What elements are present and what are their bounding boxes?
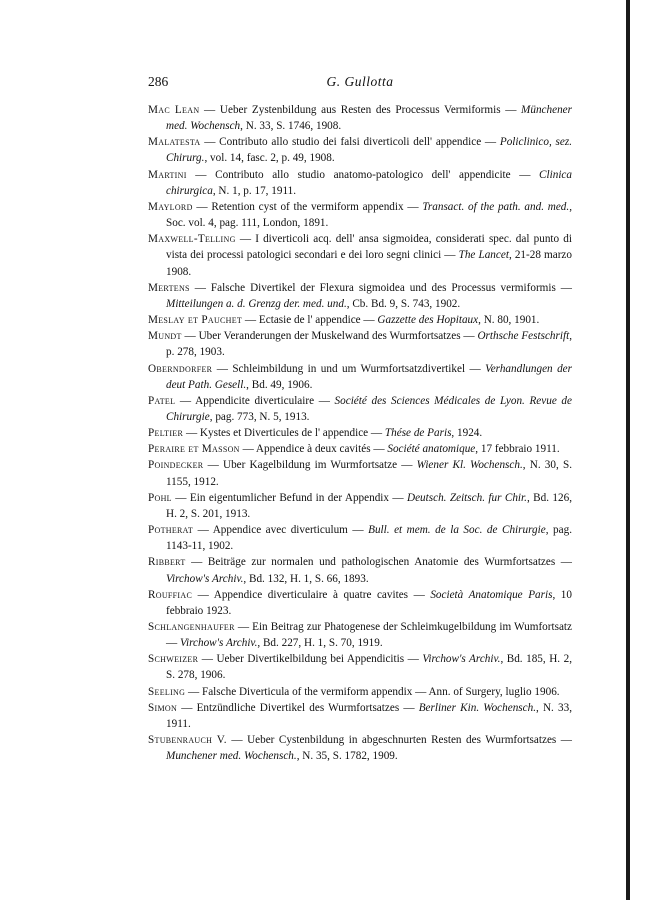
- reference-details: , N. 1, p. 17, 1911.: [212, 184, 297, 197]
- reference-author: Meslay et Pauchet: [148, 314, 243, 327]
- reference-text: — Beiträge zur normalen und pathologischen Anatomie des Wurmfortsatzes —: [185, 556, 572, 569]
- reference-entry: [148, 393, 572, 425]
- reference-author: Mac Lean: [148, 104, 200, 116]
- page-spine-edge: [626, 0, 630, 900]
- reference-journal: Virchow's Archiv.: [179, 637, 258, 650]
- reference-details: , Bd. 49, 1906.: [246, 378, 313, 391]
- reference-journal: Virchow's Archiv.: [166, 572, 244, 585]
- reference-text: — Appendice diverticulaire à quatre cavites —: [192, 588, 431, 601]
- reference-journal: Münchener med. Wochensch: [166, 104, 572, 133]
- reference-entry: [148, 522, 572, 554]
- reference-details: , 17 febbraio 1911.: [475, 443, 560, 456]
- reference-details: , N. 30, S. 1155, 1912.: [166, 459, 572, 488]
- reference-entry: [148, 651, 572, 683]
- reference-author: Patel: [148, 394, 176, 407]
- reference-journal: Bull. et mem. de la Soc. de Chirurgie: [368, 524, 546, 537]
- reference-text: — Appendice avec diverticulum —: [193, 524, 369, 537]
- reference-details: , vol. 14, fasc. 2, p. 49, 1908.: [204, 152, 335, 165]
- reference-entry: [148, 312, 572, 328]
- reference-author: Ribbert: [148, 556, 186, 569]
- reference-details: , 21-28 marzo 1908.: [166, 249, 572, 278]
- reference-list: [148, 102, 572, 764]
- reference-text: — Ueber Zystenbildung aus Resten des Processus Vermiformis —: [199, 104, 522, 116]
- reference-journal: Berliner Kin. Wochensch.: [418, 701, 536, 714]
- reference-details: , Bd. 227, H. 1, S. 70, 1919.: [257, 637, 383, 650]
- reference-author: Peltier: [148, 427, 184, 440]
- reference-details: , Bd. 126, H. 2, S. 201, 1913.: [166, 491, 573, 520]
- reference-text: — Ectasie de l' appendice —: [242, 314, 378, 327]
- reference-journal: Orthsche Festschrift: [477, 330, 570, 343]
- reference-entry: [148, 700, 572, 732]
- reference-entry: [148, 280, 572, 312]
- reference-text: — Contributo allo studio dei falsi diverticoli dell' appendice —: [200, 136, 500, 149]
- reference-author: Malatesta: [148, 136, 201, 149]
- reference-author: Mertens: [148, 281, 190, 294]
- reference-author: Poindecker: [148, 459, 204, 472]
- reference-entry: [148, 554, 572, 586]
- reference-journal: Mitteilungen a. d. Grenzg der. med. und.: [166, 297, 347, 310]
- reference-journal: Thése de Paris: [384, 427, 452, 440]
- reference-entry: [148, 134, 572, 166]
- reference-text: — Ein eigentumlicher Befund in der Appendix —: [171, 491, 408, 504]
- reference-journal: Société des Sciences Médicales de Lyon. Revue de Chirurgie: [166, 394, 572, 423]
- reference-entry: [148, 684, 572, 700]
- reference-details: , p. 278, 1903.: [166, 330, 572, 359]
- reference-entry: [148, 199, 572, 231]
- reference-author: Mundt: [148, 330, 182, 343]
- reference-journal: Wiener Kl. Wochensch.: [416, 459, 523, 472]
- reference-details: , N. 33, S. 1746, 1908.: [240, 120, 342, 133]
- reference-details: , 1924.: [451, 427, 483, 440]
- reference-author: Maylord: [148, 200, 193, 213]
- reference-entry: [148, 328, 572, 360]
- reference-details: , pag. 1143-11, 1902.: [166, 524, 572, 553]
- reference-author: Schlangenhaufer: [148, 621, 235, 633]
- reference-entry: [148, 361, 572, 393]
- reference-entry: [148, 732, 572, 764]
- reference-details: , 10 febbraio 1923.: [166, 588, 572, 617]
- reference-text: — Ueber Divertikelbildung bei Appendicitis —: [198, 653, 423, 666]
- reference-entry: [148, 425, 572, 441]
- reference-text: — Appendicite diverticulaire —: [175, 394, 335, 407]
- reference-entry: [148, 587, 572, 619]
- reference-text: — Falsche Diverticula of the vermiform appendix — Ann. of Surgery, luglio 1906.: [185, 685, 560, 698]
- reference-author: Peraire et Masson: [148, 443, 240, 456]
- reference-details: , pag. 773, N. 5, 1913.: [209, 410, 310, 423]
- page-number: 286: [148, 74, 169, 89]
- reference-author: Schweizer: [148, 653, 199, 666]
- reference-text: — Entzündliche Divertikel des Wurmfortsatzes —: [177, 701, 419, 714]
- reference-details: , Bd. 185, H. 2, S. 278, 1906.: [166, 653, 572, 682]
- reference-details: , Cb. Bd. 9, S. 743, 1902.: [346, 297, 461, 310]
- reference-details: , N. 80, 1901.: [478, 314, 540, 327]
- reference-journal: Policlinico, sez. Chirurg.: [166, 136, 572, 165]
- reference-text: — Uber Kagelbildung im Wurmfortsatze —: [203, 459, 417, 472]
- reference-text: — I diverticoli acq. dell' ansa sigmoidea, considerati spec. dal punto di vista dei processi patologici secondari e dei loro segni clinici —: [166, 233, 572, 262]
- reference-journal: Société anatomique: [387, 443, 476, 456]
- reference-author: Pohl: [148, 491, 172, 504]
- reference-journal: Clinica chirurgica: [166, 168, 572, 197]
- reference-text: — Falsche Divertikel der Flexura sigmoidea und des Processus vermiformis —: [189, 281, 572, 294]
- reference-author: Stubenrauch V.: [148, 734, 227, 747]
- reference-journal: Transact. of the path. and. med.: [422, 200, 570, 213]
- running-title: G. Gullotta: [326, 74, 394, 89]
- reference-entry: [148, 167, 572, 199]
- reference-entry: [148, 457, 572, 489]
- reference-details: , Soc. vol. 4, pag. 111, London, 1891.: [166, 200, 572, 230]
- reference-entry: [148, 102, 572, 134]
- reference-author: Martini: [148, 168, 187, 181]
- reference-author: Potherat: [148, 524, 194, 537]
- reference-journal: Deutsch. Zeitsch. fur Chir.: [407, 491, 527, 504]
- reference-journal: Virchow's Archiv.: [422, 653, 501, 666]
- reference-text: — Schleimbildung in und um Wurmfortsatzdivertikel —: [212, 362, 486, 375]
- reference-author: Rouffiac: [148, 588, 193, 601]
- reference-text: — Kystes et Diverticules de l' appendice —: [183, 427, 385, 440]
- reference-entry: [148, 490, 572, 522]
- reference-text: — Ueber Cystenbildung in abgeschnurten Resten des Wurmfortsatzes —: [226, 734, 572, 747]
- reference-text: — Ein Beitrag zur Phatogenese der Schleimkugelbildung im Wumfortsatz —: [166, 621, 572, 650]
- reference-author: Oberndorfer: [148, 362, 213, 375]
- reference-details: , N. 35, S. 1782, 1909.: [296, 750, 398, 763]
- reference-entry: [148, 441, 572, 457]
- reference-text: — Retention cyst of the vermiform appendix —: [192, 200, 423, 213]
- reference-journal: The Lancet: [458, 249, 509, 262]
- reference-journal: Gazzette des Hopitaux: [377, 314, 479, 327]
- reference-entry: [148, 619, 572, 651]
- reference-author: Seeling: [148, 685, 186, 698]
- reference-author: Maxwell-Telling: [148, 233, 236, 246]
- reference-text: — Uber Veranderungen der Muskelwand des Wurmfortsatzes —: [181, 330, 478, 343]
- reference-text: — Contributo allo studio anatomo-patologico dell' appendicite —: [186, 168, 540, 181]
- reference-journal: Società Anatomique Paris: [430, 588, 553, 601]
- reference-journal: Verhandlungen der deut Path. Gesell.: [166, 362, 572, 391]
- reference-text: — Appendice à deux cavités —: [239, 443, 388, 456]
- reference-author: Simon: [148, 701, 178, 714]
- reference-details: , Bd. 132, H. 1, S. 66, 1893.: [243, 572, 369, 585]
- page-header: [148, 74, 572, 92]
- reference-details: , N. 33, 1911.: [166, 701, 572, 730]
- reference-entry: [148, 231, 572, 279]
- reference-journal: Munchener med. Wochensch.: [166, 750, 297, 763]
